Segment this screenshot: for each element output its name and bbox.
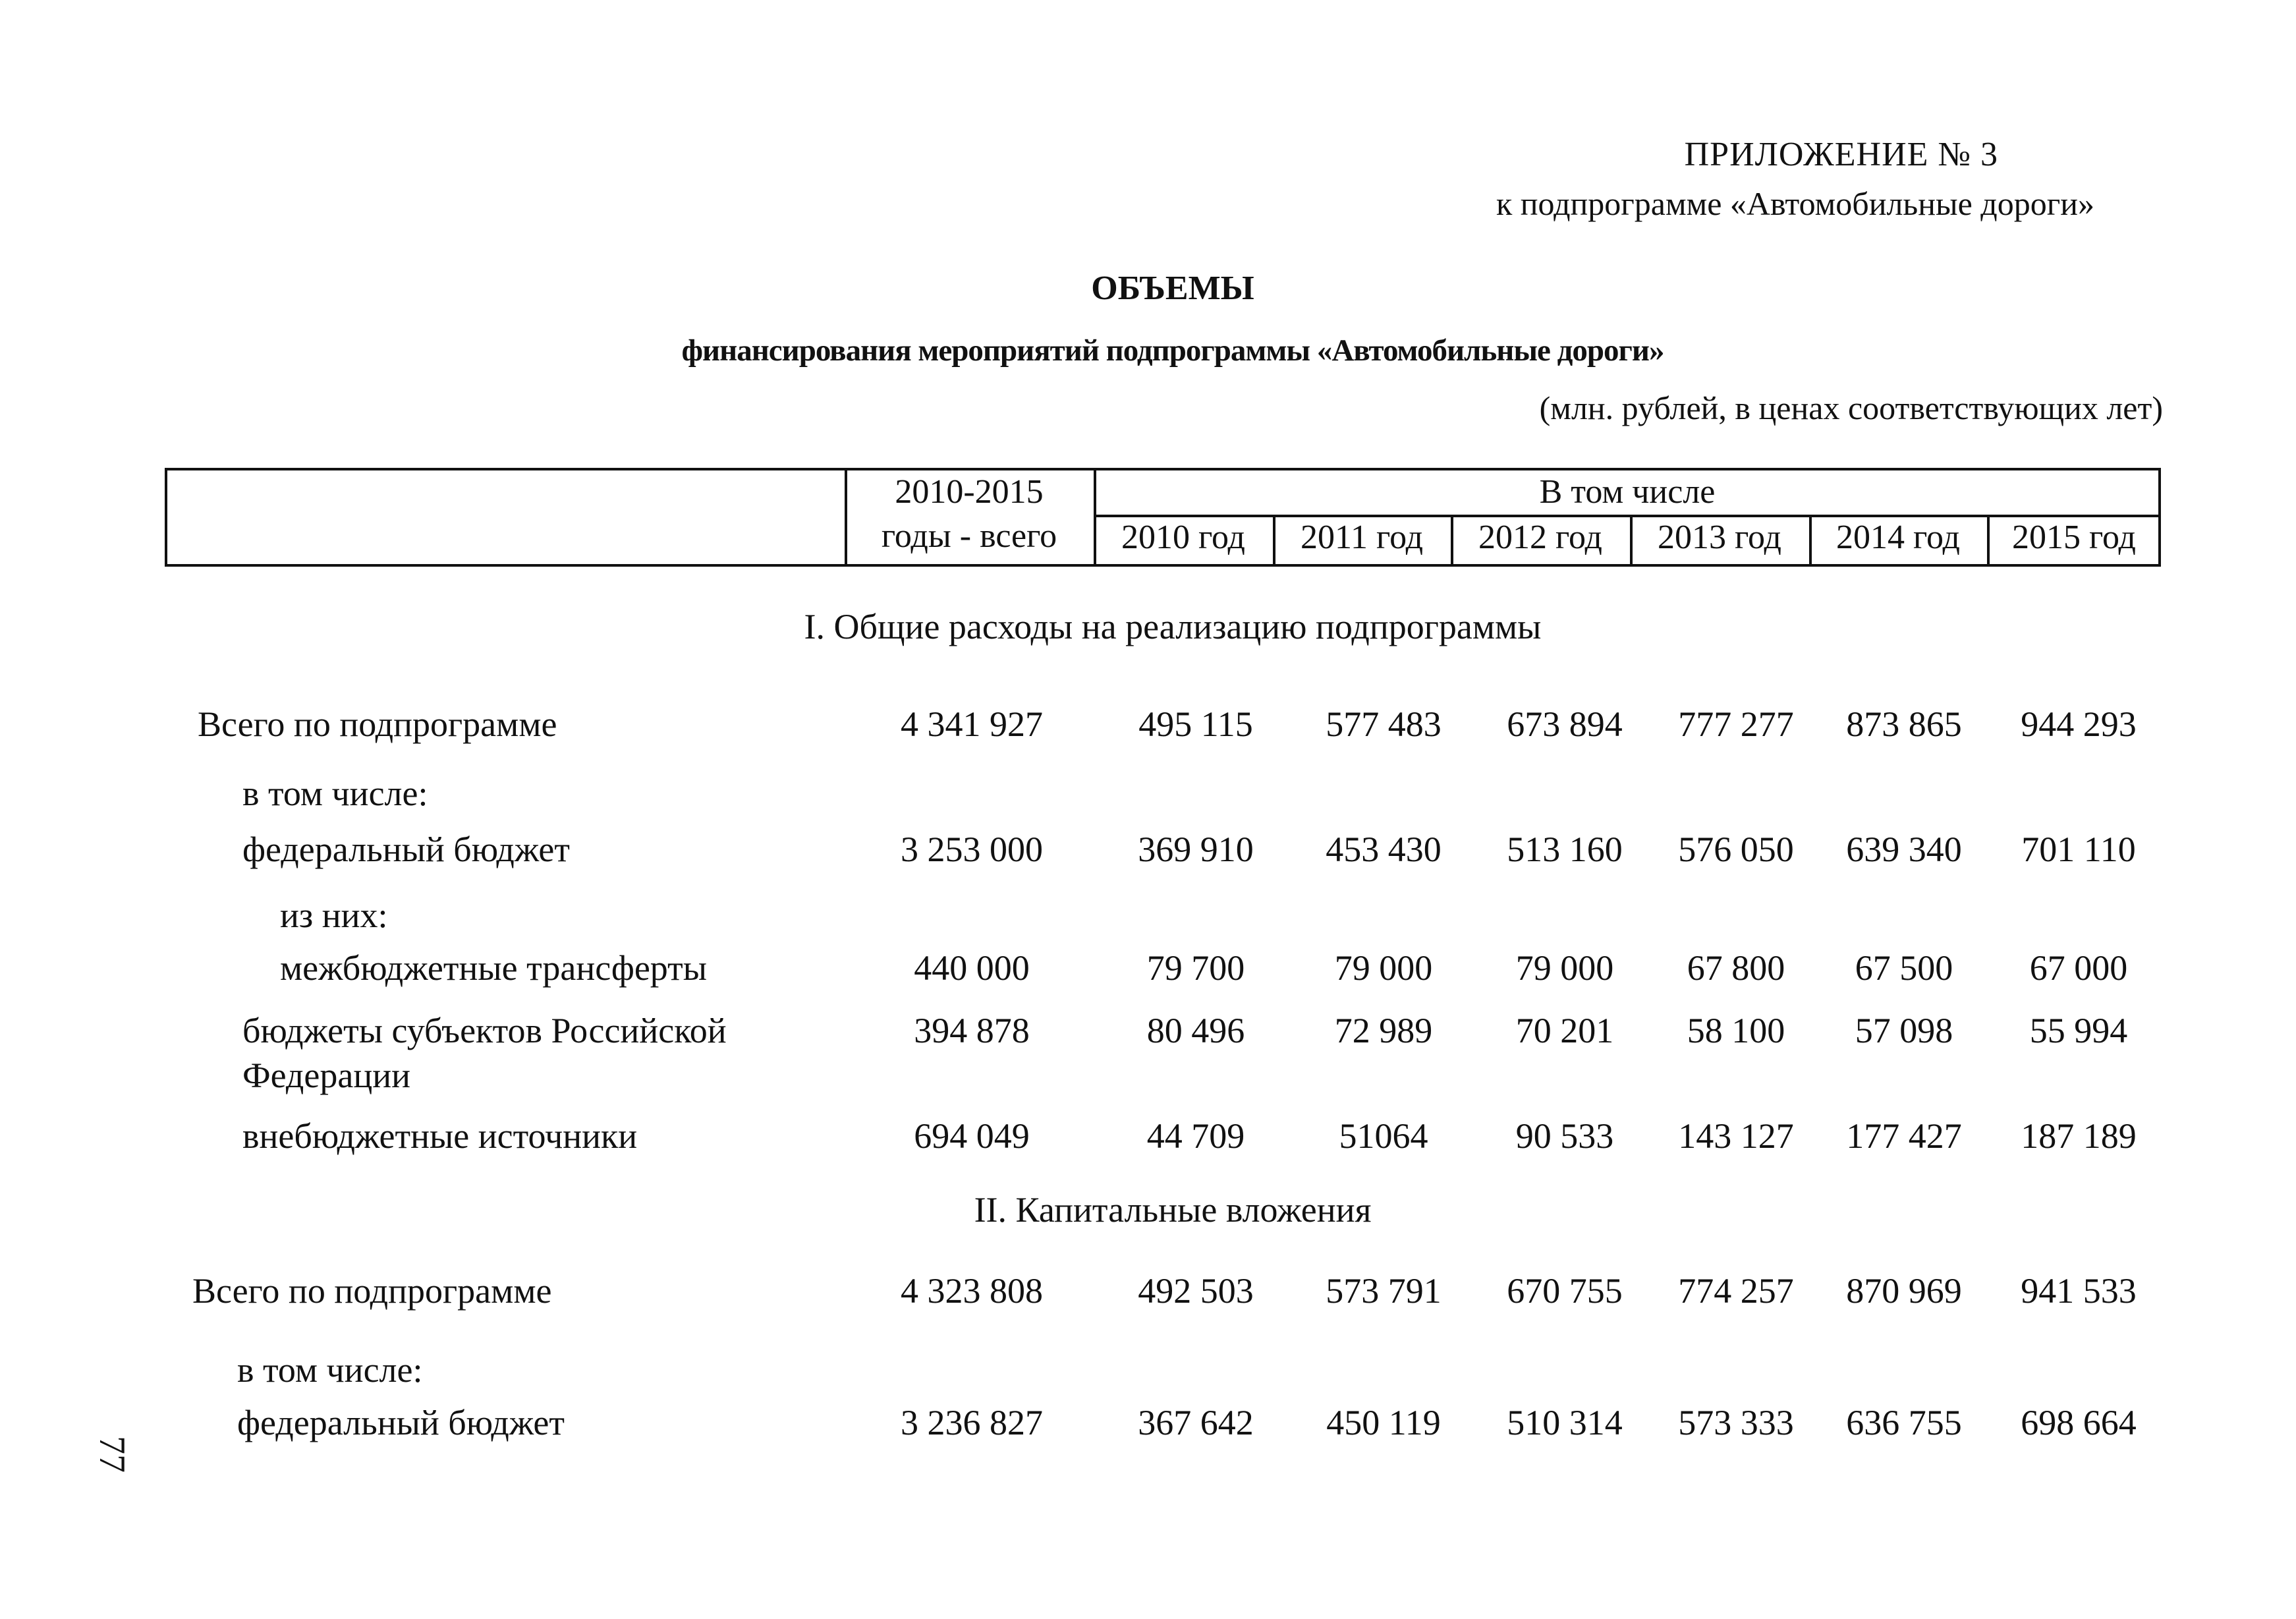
row-label: в том числе:	[242, 774, 428, 813]
units-note: (млн. рублей, в ценах соответствующих лет)	[1539, 389, 2163, 426]
value-2010: 367 642	[1138, 1403, 1254, 1442]
section-title: II. Капитальные вложения	[974, 1190, 1372, 1230]
row-label: бюджеты субъектов Российской	[242, 1011, 727, 1050]
value-2014: 177 427	[1846, 1116, 1962, 1156]
value-2012: 513 160	[1507, 830, 1623, 869]
value-2013: 777 277	[1678, 704, 1794, 744]
value-2012: 510 314	[1507, 1403, 1623, 1442]
year-header: 2014 год	[1836, 519, 1960, 556]
value-2010: 80 496	[1146, 1011, 1245, 1050]
value-2011: 72 989	[1334, 1011, 1433, 1050]
year-header: 2015 год	[2012, 519, 2136, 556]
value-2011: 79 000	[1334, 948, 1433, 988]
appendix-title: ПРИЛОЖЕНИЕ № 3	[1684, 136, 1998, 173]
value-2015: 941 533	[2021, 1271, 2137, 1311]
value-2012: 90 533	[1515, 1116, 1614, 1156]
value-2013: 774 257	[1678, 1271, 1794, 1311]
value-total: 694 049	[914, 1116, 1030, 1156]
value-2015: 944 293	[2021, 704, 2137, 744]
row-label: Всего по подпрограмме	[192, 1271, 552, 1311]
value-2015: 187 189	[2021, 1116, 2137, 1156]
year-header: 2013 год	[1658, 519, 1781, 556]
value-2012: 79 000	[1515, 948, 1614, 988]
row-label: внебюджетные источники	[242, 1116, 638, 1156]
document-title: ОБЪЕМЫ	[1091, 270, 1254, 307]
year-header: 2011 год	[1300, 519, 1424, 556]
value-2015: 698 664	[2021, 1403, 2137, 1442]
including-header: В том числе	[1539, 473, 1716, 511]
value-2013: 573 333	[1678, 1403, 1794, 1442]
row-label: федеральный бюджет	[242, 830, 570, 869]
page-number: 77	[92, 1436, 132, 1473]
value-2011: 51064	[1339, 1116, 1428, 1156]
value-2014: 639 340	[1846, 830, 1962, 869]
table-header	[165, 468, 2161, 567]
value-total: 440 000	[914, 948, 1030, 988]
value-2011: 573 791	[1326, 1271, 1442, 1311]
value-2012: 670 755	[1507, 1271, 1623, 1311]
row-label: Всего по подпрограмме	[198, 704, 557, 744]
value-2015: 701 110	[2021, 830, 2136, 869]
value-2010: 492 503	[1138, 1271, 1254, 1311]
total-col-header-line2: годы - всего	[881, 517, 1057, 555]
value-total: 394 878	[914, 1011, 1030, 1050]
value-2014: 57 098	[1855, 1011, 1953, 1050]
value-2013: 58 100	[1687, 1011, 1785, 1050]
value-2014: 873 865	[1846, 704, 1962, 744]
row-label: из них:	[280, 895, 388, 935]
value-2015: 55 994	[2029, 1011, 2128, 1050]
value-2011: 450 119	[1326, 1403, 1441, 1442]
value-total: 3 236 827	[901, 1403, 1043, 1442]
value-total: 4 323 808	[901, 1271, 1043, 1311]
total-col-header-line1: 2010-2015	[895, 473, 1044, 511]
value-2013: 143 127	[1678, 1116, 1794, 1156]
value-2014: 67 500	[1855, 948, 1953, 988]
row-label: межбюджетные трансферты	[280, 948, 707, 988]
value-2015: 67 000	[2029, 948, 2128, 988]
value-2011: 453 430	[1326, 830, 1442, 869]
value-2010: 79 700	[1146, 948, 1245, 988]
appendix-subtitle: к подпрограмме «Автомобильные дороги»	[1496, 185, 2094, 222]
value-2011: 577 483	[1326, 704, 1442, 744]
value-2012: 70 201	[1515, 1011, 1614, 1050]
value-2012: 673 894	[1507, 704, 1623, 744]
year-header: 2012 год	[1478, 519, 1602, 556]
value-2014: 636 755	[1846, 1403, 1962, 1442]
year-header: 2010 год	[1121, 519, 1245, 556]
value-total: 4 341 927	[901, 704, 1043, 744]
row-label: федеральный бюджет	[237, 1403, 565, 1442]
row-label-continued: Федерации	[242, 1056, 411, 1095]
row-label: в том числе:	[237, 1350, 423, 1390]
value-2014: 870 969	[1846, 1271, 1962, 1311]
document-subtitle: финансирования мероприятий подпрограммы «Автомобильные дороги»	[681, 333, 1664, 368]
section-title: I. Общие расходы на реализацию подпрограммы	[804, 607, 1542, 646]
value-2013: 67 800	[1687, 948, 1785, 988]
value-total: 3 253 000	[901, 830, 1043, 869]
value-2013: 576 050	[1678, 830, 1794, 869]
value-2010: 44 709	[1146, 1116, 1245, 1156]
value-2010: 495 115	[1138, 704, 1253, 744]
value-2010: 369 910	[1138, 830, 1254, 869]
